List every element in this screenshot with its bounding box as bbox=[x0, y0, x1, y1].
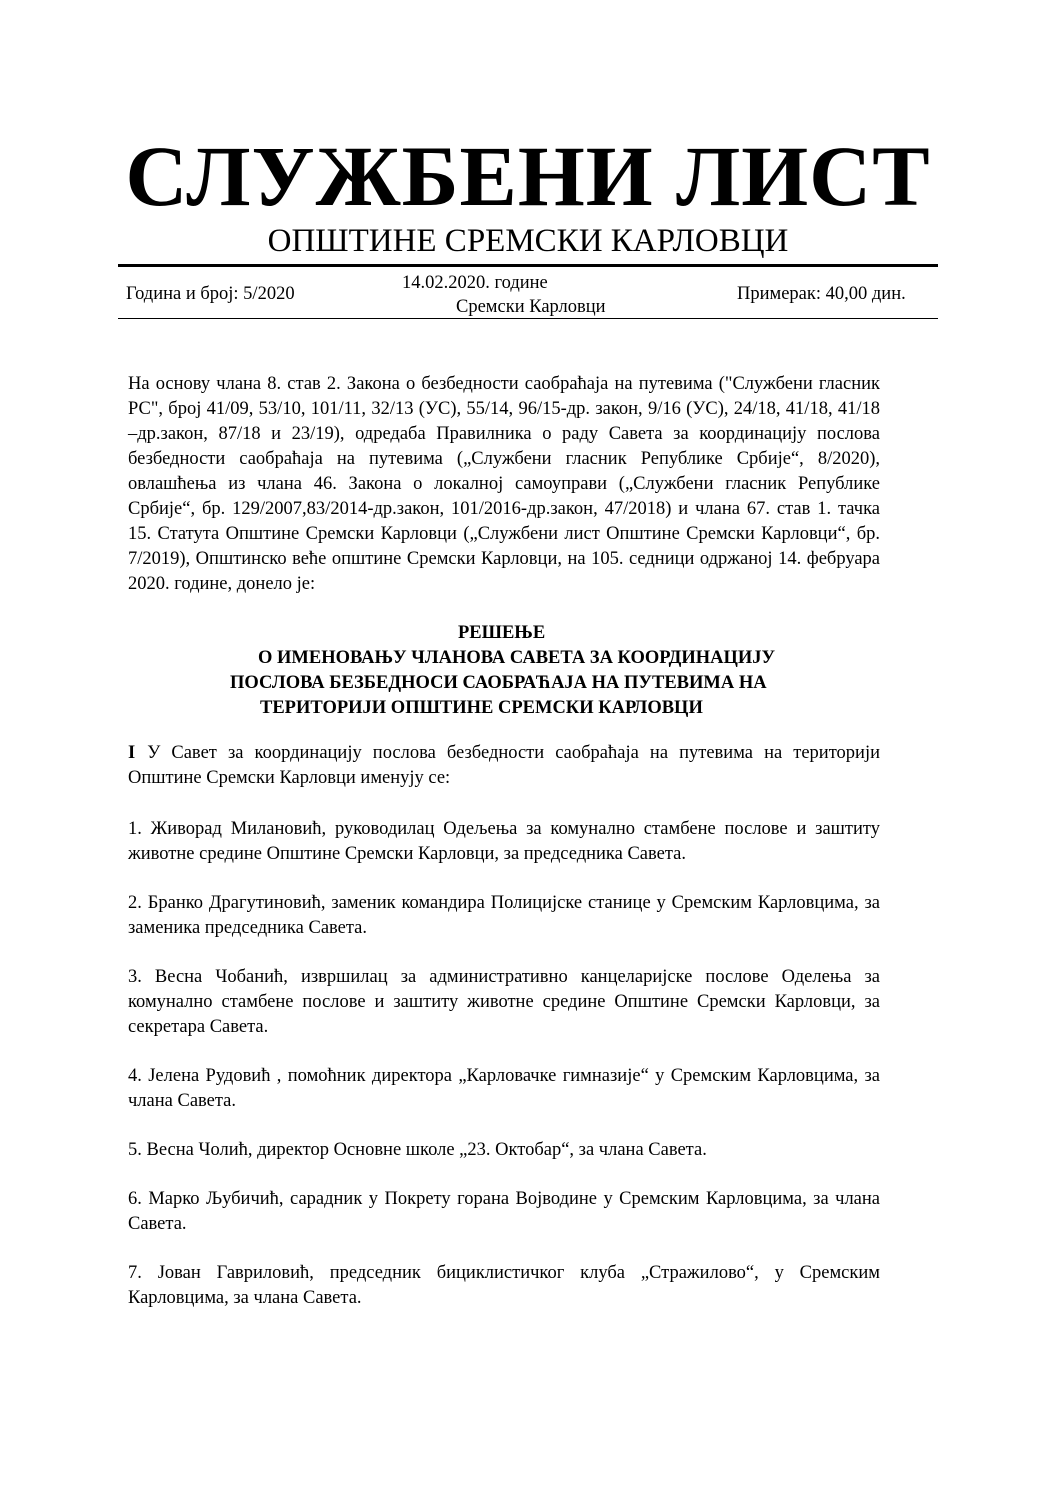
member-item: 5. Весна Чолић, директор Основне школе „23. Октобар“, за члана Савета. bbox=[128, 1140, 707, 1160]
intro-paragraph: На основу члана 8. став 2. Закона о безбедности саобраћаја на путевима ("Службени гласник РС", број 41/09, 53/10, 101/11, 32/13 (УС), 55/14, 96/15-др. закон, 9/16 (УС), 24/18, 41/18, 41/18 –др.закон, 87/18 и 23/19), одредаба Правилника о раду Савета за координацију послова безбедности саобраћаја на путевима („Службени гласник Републике Србије“, 8/2020), овлашћења из члана 46. Закона о локалној самоуправи („Службени гласник Републике Србије“, бр. 129/2007,83/2014-др.закон, 101/2016-др.закон, 47/2018) и члана 67. став 1. тачка 15. Статута Општине Сремски Карловци („Службени лист Општине Сремски Карловци“, бр. 7/2019), Општинско веће општине Сремски Карловци, на 105. седници одржаној 14. фебруара 2020. године, донело је: bbox=[128, 374, 880, 594]
masthead-bottom-rule bbox=[118, 318, 938, 319]
issue-place: Сремски Карловци bbox=[456, 297, 606, 317]
member-item: 7. Јован Гавриловић, председник бициклистичког клуба „Стражилово“, у Сремским Карловцима, за члана Савета. bbox=[128, 1263, 880, 1308]
decision-title bbox=[128, 621, 880, 721]
section-i-paragraph bbox=[128, 741, 880, 791]
masthead-title: СЛУЖБЕНИ ЛИСТ bbox=[125, 128, 931, 224]
member-item: 3. Весна Чобанић, извршилац за административно канцеларијске послове Оделења за комунално стамбене послове и заштиту животне средине Општине Сремски Карловци, за секретара Савета. bbox=[128, 967, 880, 1037]
issue-price: Примерак: 40,00 дин. bbox=[737, 284, 906, 304]
decision-title-line: РЕШЕЊЕ bbox=[458, 623, 546, 643]
member-item: 2. Бранко Драгутиновић, заменик командира Полицијске станице у Сремским Карловцима, за заменика председника Савета. bbox=[128, 893, 880, 938]
decision-title-line: О ИМЕНОВАЊУ ЧЛАНОВА САВЕТА ЗА КООРДИНАЦИЈУ bbox=[258, 648, 776, 668]
section-i-text: У Савет за координацију послова безбедности саобраћаја на путевима на територији Општине Сремски Карловци именују се: bbox=[128, 743, 880, 788]
masthead-top-rule bbox=[118, 264, 938, 267]
decision-title-line: ТЕРИТОРИЈИ ОПШТИНЕ СРЕМСКИ КАРЛОВЦИ bbox=[260, 698, 703, 718]
member-item: 4. Јелена Рудовић , помоћник директора „Карловачке гимназије“ у Сремским Карловцима, за члана Савета. bbox=[128, 1066, 880, 1111]
member-item: 6. Марко Љубичић, сарадник у Покрету горана Војводине у Сремским Карловцима, за члана Савета. bbox=[128, 1189, 880, 1234]
member-item: 1. Живорад Милановић, руководилац Одељења за комунално стамбене послове и заштиту животне средине Општине Сремски Карловци, за председника Савета. bbox=[128, 819, 880, 864]
masthead-subtitle: ОПШТИНЕ СРЕМСКИ КАРЛОВЦИ bbox=[267, 223, 789, 259]
section-numeral: I bbox=[128, 743, 136, 763]
decision-title-line: ПОСЛОВА БЕЗБЕДНОСИ САОБРАЋАЈА НА ПУТЕВИМА НА bbox=[230, 673, 767, 693]
issue-number: Година и број: 5/2020 bbox=[126, 284, 295, 304]
issue-date: 14.02.2020. године bbox=[402, 273, 548, 293]
